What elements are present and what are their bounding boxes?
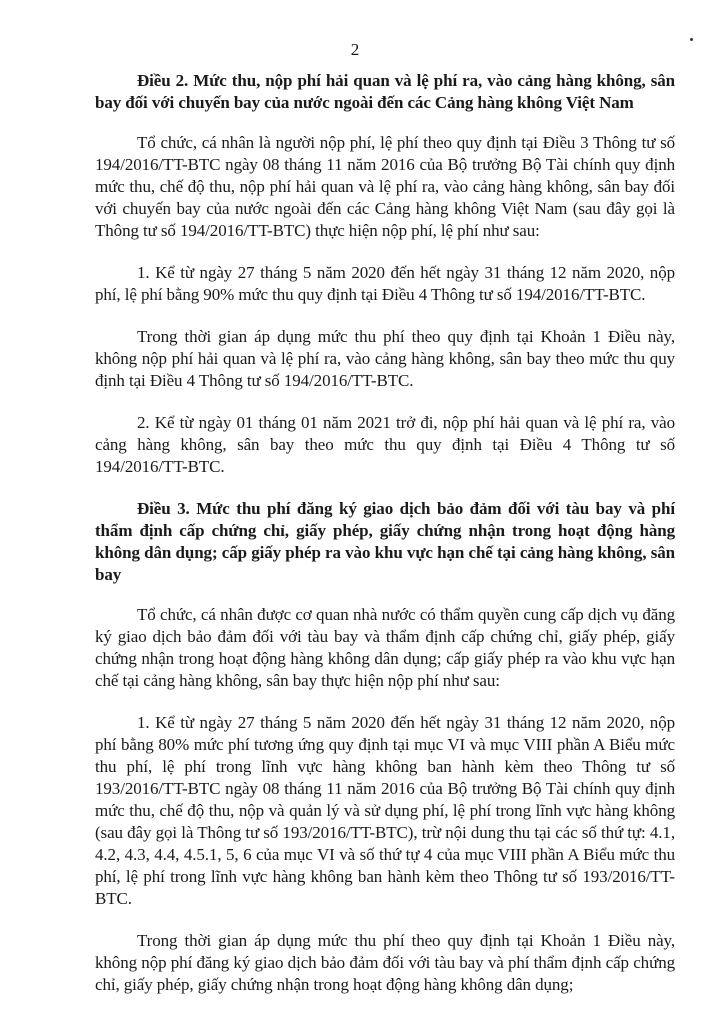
article-3-paragraph: Trong thời gian áp dụng mức thu phí theo quy định tại Khoản 1 Điều này, không nộp phí đăng ký giao dịch bảo đảm đối với tàu bay và phí thẩm định cấp chứng chỉ, giấy phép, giấy chứng nhận trong hoạt động hàng không dân dụng;	[95, 931, 675, 994]
article-3-paragraph: Tổ chức, cá nhân được cơ quan nhà nước có thẩm quyền cung cấp dịch vụ đăng ký giao dịch bảo đảm đối với tàu bay và thẩm định cấp chứng chỉ, giấy phép, giấy chứng nhận trong hoạt động hàng không dân dụng; cấp giấy phép ra vào khu vực hạn chế tại cảng hàng không, sân bay thực hiện nộp phí như sau:	[95, 605, 675, 690]
article-2-clause-2: 2. Kể từ ngày 01 tháng 01 năm 2021 trở đi, nộp phí hải quan và lệ phí ra, vào cảng hàng không, sân bay theo mức thu quy định tại Điều 4 Thông tư số 194/2016/TT-BTC.	[95, 413, 675, 476]
article-2-heading: Điều 2. Mức thu, nộp phí hải quan và lệ phí ra, vào cảng hàng không, sân bay đối với chuyến bay của nước ngoài đến các Cảng hàng không Việt Nam	[95, 71, 675, 112]
article-2-paragraph: Trong thời gian áp dụng mức thu phí theo quy định tại Khoản 1 Điều này, không nộp phí hải quan và lệ phí ra, vào cảng hàng không, sân bay theo mức thu quy định tại Điều 4 Thông tư số 194/2016/TT-BTC.	[95, 327, 675, 390]
document-body	[95, 70, 675, 1016]
article-2-clause-1: 1. Kể từ ngày 27 tháng 5 năm 2020 đến hết ngày 31 tháng 12 năm 2020, nộp phí, lệ phí bằng 90% mức thu quy định tại Điều 4 Thông tư số 194/2016/TT-BTC.	[95, 263, 675, 304]
scan-speck	[690, 38, 693, 41]
article-3-heading: Điều 3. Mức thu phí đăng ký giao dịch bảo đảm đối với tàu bay và phí thẩm định cấp chứng chỉ, giấy phép, giấy chứng nhận trong hoạt động hàng không dân dụng; cấp giấy phép ra vào khu vực hạn chế tại cảng hàng không, sân bay	[95, 499, 675, 584]
page-number: 2	[350, 40, 360, 59]
article-3-clause-1: 1. Kể từ ngày 27 tháng 5 năm 2020 đến hết ngày 31 tháng 12 năm 2020, nộp phí bằng 80% mức phí tương ứng quy định tại mục VI và mục VIII phần A Biểu mức thu phí, lệ phí trong lĩnh vực hàng không ban hành kèm theo Thông tư số 193/2016/TT-BTC ngày 08 tháng 11 năm 2016 của Bộ trưởng Bộ Tài chính quy định mức thu, chế độ thu, nộp và quản lý và sử dụng phí, lệ phí trong lĩnh vực hàng không (sau đây gọi là Thông tư số 193/2016/TT-BTC), trừ nội dung thu tại các số thứ tự: 4.1, 4.2, 4.3, 4.4, 4.5.1, 5, 6 của mục VI và số thứ tự 4 của mục VIII phần A Biểu mức thu phí, lệ phí trong lĩnh vực hàng không ban hành kèm theo Thông tư số 193/2016/TT-BTC.	[95, 713, 675, 908]
article-2-paragraph: Tổ chức, cá nhân là người nộp phí, lệ phí theo quy định tại Điều 3 Thông tư số 194/2016/TT-BTC ngày 08 tháng 11 năm 2016 của Bộ trưởng Bộ Tài chính quy định mức thu, chế độ thu, nộp phí hải quan và lệ phí ra, vào cảng hàng không, sân bay đối với chuyến bay của nước ngoài đến các Cảng hàng không Việt Nam (sau đây gọi là Thông tư số 194/2016/TT-BTC) thực hiện nộp phí, lệ phí như sau:	[95, 133, 675, 240]
